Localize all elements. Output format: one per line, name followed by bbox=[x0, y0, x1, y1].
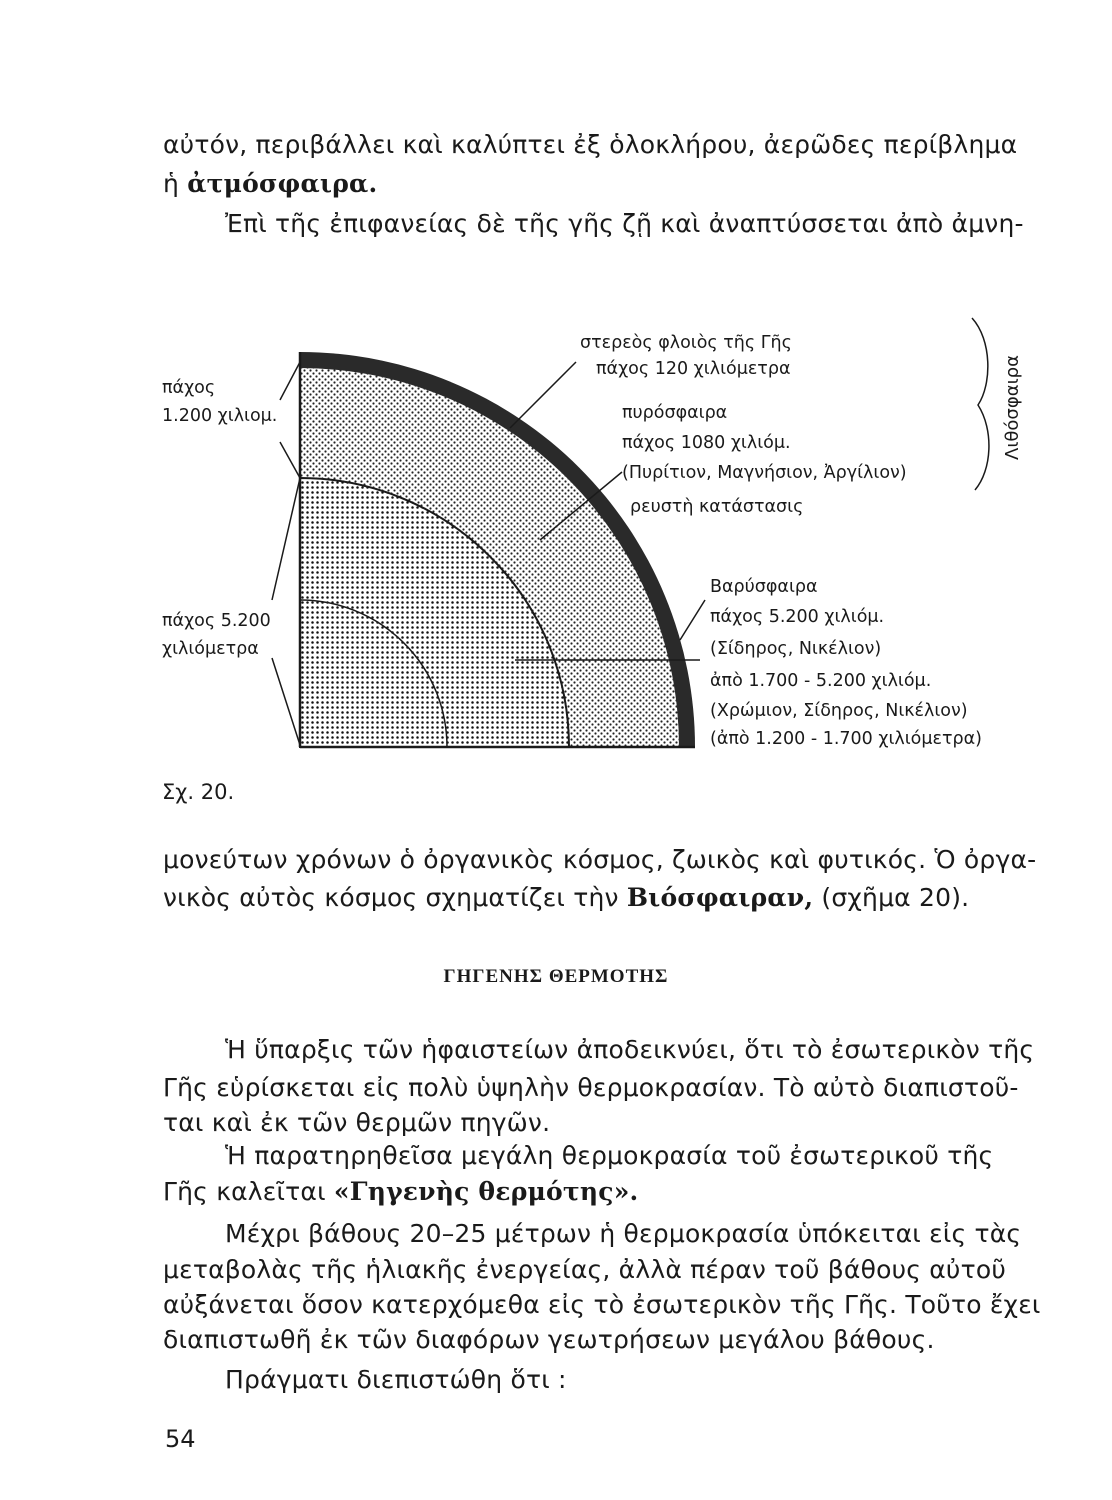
page-number: 54 bbox=[165, 1425, 196, 1453]
p4-line-4: διαπιστωθῆ ἐκ τῶν διαφόρων γεωτρήσεων μεγάλου βάθους. bbox=[163, 1325, 935, 1354]
p1-line-1: μονεύτων χρόνων ὁ ὀργανικὸς κόσμος, ζωικὸς καὶ φυτικός. Ὁ ὀργα- bbox=[163, 845, 1037, 874]
intro-line-3: Ἐπὶ τῆς ἐπιφανείας δὲ τῆς γῆς ζῇ καὶ ἀναπτύσσεται ἀπὸ ἀμνη- bbox=[225, 209, 1024, 238]
p4-line-1: Μέχρι βάθους 20–25 μέτρων ἡ θερμοκρασία ὑπόκειται εἰς τὰς bbox=[225, 1219, 1022, 1248]
label-baryo-4: ἀπὸ 1.700 - 5.200 χιλιόμ. bbox=[710, 671, 932, 691]
p3-line-1: Ἡ παρατηρηθεῖσα μεγάλη θερμοκρασία τοῦ ἐσωτερικοῦ τῆς bbox=[225, 1141, 994, 1170]
label-baryo-1: Βαρύσφαιρα bbox=[710, 577, 818, 597]
label-thickness-top-2: 1.200 χιλιομ. bbox=[162, 406, 278, 426]
label-lithosphere: Λιθόσφαιρα bbox=[1002, 355, 1023, 460]
label-thickness-bottom-1: πάχος 5.200 bbox=[162, 611, 271, 631]
label-baryo-5: (Χρώμιον, Σίδηρος, Νικέλιον) bbox=[710, 701, 968, 721]
lithosphere-brace bbox=[972, 318, 989, 490]
term-atmosphere: ἀτμόσφαιρα. bbox=[187, 169, 378, 198]
intro-line-1: αὐτόν, περιβάλλει καὶ καλύπτει ἐξ ὁλοκλήρου, ἀερῶδες περίβλημα bbox=[163, 130, 1018, 159]
label-thickness-top-1: πάχος bbox=[162, 378, 216, 398]
label-baryo-2: πάχος 5.200 χιλιόμ. bbox=[710, 607, 885, 627]
label-thickness-bottom-2: χιλιόμετρα bbox=[162, 639, 259, 659]
p1-line-2: νικὸς αὐτὸς κόσμος σχηματίζει τὴν Βιόσφαιραν, (σχῆμα 20). bbox=[163, 883, 970, 912]
label-pyro-2: πάχος 1080 χιλιόμ. bbox=[622, 433, 791, 453]
figure-caption: Σχ. 20. bbox=[162, 780, 235, 804]
p2-line-1: Ἡ ὕπαρξις τῶν ἡφαιστείων ἀποδεικνύει, ὅτι τὸ ἐσωτερικὸν τῆς bbox=[225, 1035, 1035, 1064]
label-pyro-1: πυρόσφαιρα bbox=[622, 403, 728, 423]
intro-line-2: ἡ ἀτμόσφαιρα. bbox=[163, 169, 378, 198]
p2-line-2: Γῆς εὑρίσκεται εἰς πολὺ ὑψηλὴν θερμοκρασίαν. Τὸ αὐτὸ διαπιστοῦ- bbox=[163, 1073, 1019, 1102]
label-pyro-4: ρευστὴ κατάστασις bbox=[630, 497, 804, 517]
p5-line-1: Πράγματι διεπιστώθη ὅτι : bbox=[225, 1365, 567, 1394]
label-crust-2: πάχος 120 χιλιόμετρα bbox=[596, 359, 791, 379]
p2-line-3: ται καὶ ἐκ τῶν θερμῶν πηγῶν. bbox=[163, 1108, 551, 1137]
term-biosphere: Βιόσφαιραν, bbox=[626, 883, 814, 912]
p3-line-2: Γῆς καλεῖται «Γηγενὴς θερμότης». bbox=[163, 1177, 639, 1206]
p4-line-3: αὐξάνεται ὅσον κατερχόμεθα εἰς τὸ ἐσωτερικὸν τῆς Γῆς. Τοῦτο ἔχει bbox=[163, 1290, 1041, 1319]
label-pyro-3: (Πυρίτιον, Μαγνήσιον, Ἀργίλιον) bbox=[622, 463, 907, 483]
section-heading: ΓΗΓΕΝΗΣ ΘΕΡΜΟΤΗΣ bbox=[443, 966, 669, 987]
term-geothermal-heat: «Γηγενὴς θερμότης». bbox=[333, 1177, 639, 1206]
label-baryo-3: (Σίδηρος, Νικέλιον) bbox=[710, 639, 882, 659]
label-baryo-6: (ἀπὸ 1.200 - 1.700 χιλιόμετρα) bbox=[710, 729, 982, 749]
p4-line-2: μεταβολὰς τῆς ἡλιακῆς ἐνεργείας, ἀλλὰ πέραν τοῦ βάθους αὐτοῦ bbox=[163, 1255, 1007, 1284]
label-crust-1: στερεὸς φλοιὸς τῆς Γῆς bbox=[580, 333, 792, 353]
